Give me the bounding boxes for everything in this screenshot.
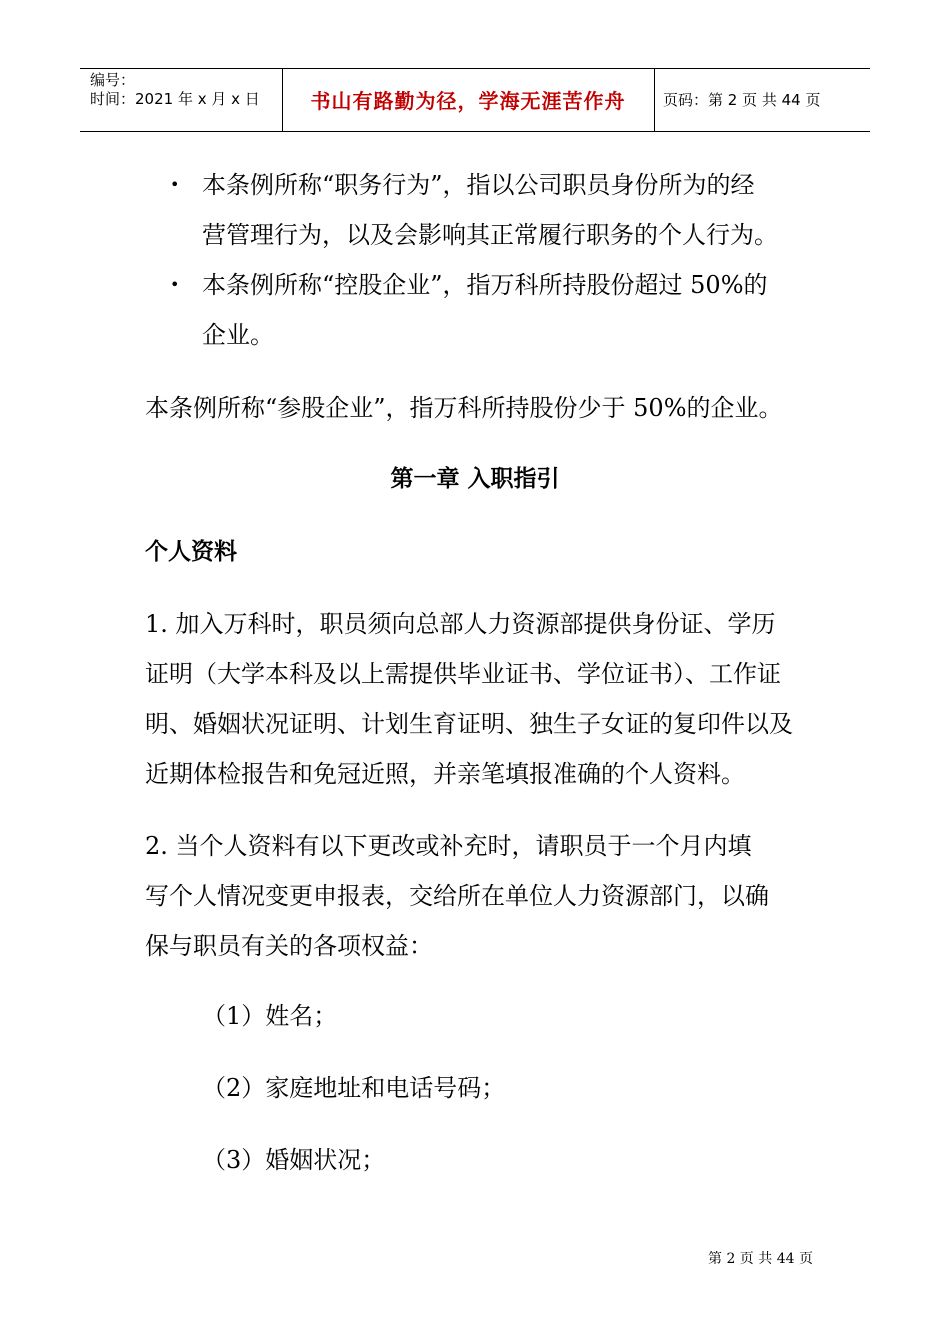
item-line: 近期体检报告和免冠近照，并亲笔填报准确的个人资料。 [145, 760, 745, 788]
number-label: 编号： [90, 71, 136, 89]
item-line: 保与职员有关的各项权益： [145, 932, 433, 960]
sub-item: （3）婚姻状况； [202, 1146, 386, 1174]
header-info [90, 71, 260, 109]
header-motto: 书山有路勤为径，学海无涯苦作舟 [310, 89, 626, 113]
item-line: 证明（大学本科及以上需提供毕业证书、学位证书）、工作证 [145, 660, 781, 688]
bullet-icon: • [170, 175, 180, 194]
header-page-label: 页码：第 2 页 共 44 页 [663, 91, 821, 109]
bullet-text: 企业。 [202, 321, 274, 349]
time-label: 时间：2021 年 x 月 x 日 [90, 90, 260, 108]
item-line: 明、婚姻状况证明、计划生育证明、独生子女证的复印件以及 [145, 710, 793, 738]
bullet-text: 本条例所称“职务行为”，指以公司职员身份所为的经 [202, 171, 755, 199]
chapter-title: 第一章 入职指引 [390, 466, 560, 492]
document-header [80, 68, 870, 132]
header-divider [654, 69, 655, 131]
section-title: 个人资料 [145, 539, 237, 565]
page-footer: 第 2 页 共 44 页 [708, 1251, 813, 1267]
sub-item: （2）家庭地址和电话号码； [202, 1074, 506, 1102]
item-line: 2. 当个人资料有以下更改或补充时，请职员于一个月内填 [145, 832, 752, 860]
sub-item: （1）姓名； [202, 1002, 338, 1030]
bullet-text: 营管理行为，以及会影响其正常履行职务的个人行为。 [202, 221, 778, 249]
paragraph: 本条例所称“参股企业”，指万科所持股份少于 50%的企业。 [145, 394, 783, 422]
bullet-text: 本条例所称“控股企业”，指万科所持股份超过 50%的 [202, 271, 768, 299]
bullet-icon: • [170, 275, 180, 294]
item-line: 写个人情况变更申报表，交给所在单位人力资源部门，以确 [145, 882, 769, 910]
item-line: 1. 加入万科时，职员须向总部人力资源部提供身份证、学历 [145, 610, 776, 638]
